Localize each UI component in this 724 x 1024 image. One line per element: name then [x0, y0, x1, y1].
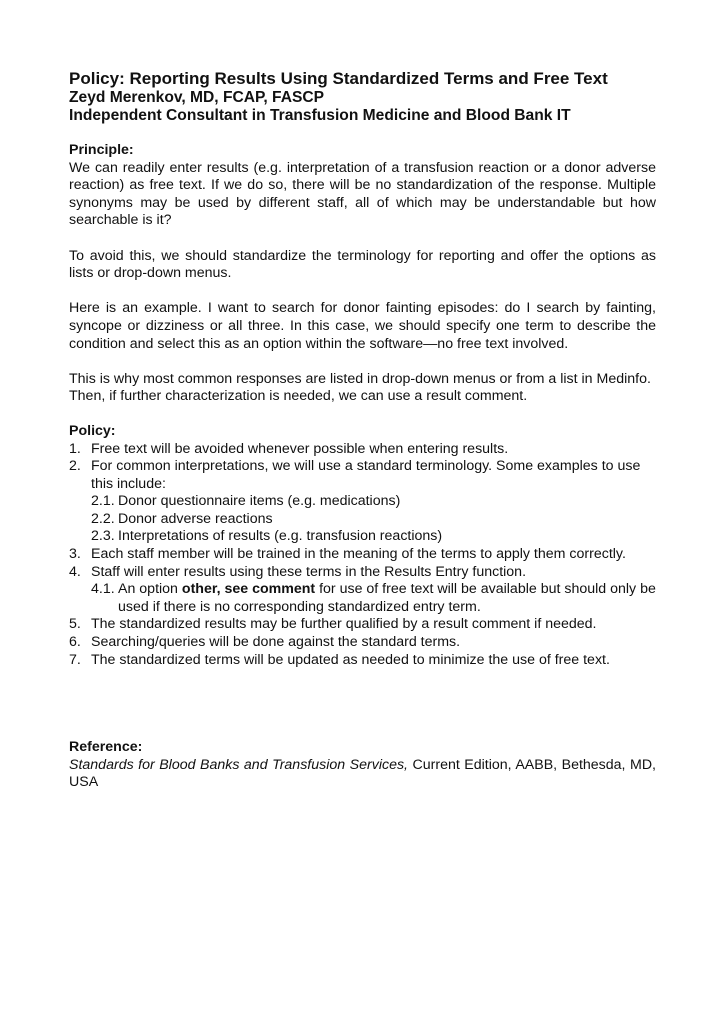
policy-subitem — [91, 581, 656, 616]
subitem-text: Donor adverse reactions — [118, 510, 273, 527]
policy-list — [69, 441, 656, 670]
subitem-number: 4.1. — [91, 581, 115, 598]
policy-sublist — [91, 493, 656, 546]
item-text: The standardized terms will be updated as needed to minimize the use of free text. — [91, 651, 610, 668]
item-text: For common interpretations, we will use a standard terminology. Some examples to use this include: — [91, 458, 641, 492]
subitem-number: 2.1. — [91, 493, 115, 510]
subitem-number: 2.3. — [91, 528, 115, 545]
policy-item — [69, 546, 656, 564]
reference-details: Current Edition, AABB, Bethesda, MD, USA — [69, 756, 657, 791]
principle-heading: Principle: — [69, 142, 134, 158]
reference-title: Standards for Blood Banks and Transfusion Services, — [69, 756, 408, 773]
affiliation-line: Independent Consultant in Transfusion Medicine and Blood Bank IT — [69, 107, 571, 124]
item-number: 4. — [69, 563, 81, 580]
policy-item — [69, 441, 656, 459]
policy-sublist — [91, 581, 656, 616]
reference-heading: Reference: — [69, 739, 143, 756]
policy-subitem — [91, 511, 656, 529]
reference-citation — [69, 757, 656, 792]
subitem-emphasis: other, see comment — [181, 581, 316, 598]
principle-paragraph-2: To avoid this, we should standardize the terminology for reporting and offer the options as lists or drop-down menus. — [69, 247, 656, 282]
principle-paragraph-3: Here is an example. I want to search for donor fainting episodes: do I search by fainting, syncope or dizziness or all three. In this case, we should specify one term to describe the condition and select this as an option within the software—no free text involved. — [69, 300, 656, 352]
author-line: Zeyd Merenkov, MD, FCAP, FASCP — [69, 89, 325, 106]
subitem-text: Donor questionnaire items (e.g. medications) — [118, 493, 401, 510]
item-text: Each staff member will be trained in the meaning of the terms to apply them correctly. — [91, 546, 626, 563]
document-page — [69, 69, 656, 792]
item-number: 6. — [69, 634, 81, 651]
subitem-text-pre: An option — [118, 581, 182, 598]
subitem-number: 2.2. — [91, 510, 115, 527]
item-text: Staff will enter results using these terms in the Results Entry function. — [91, 563, 527, 580]
policy-item — [69, 458, 656, 546]
item-text: Free text will be avoided whenever possible when entering results. — [91, 440, 509, 457]
policy-heading: Policy: — [69, 422, 116, 439]
subitem-text-post: for use of free text will be available but should only be used if there is no corresponding standardized entry term. — [118, 581, 656, 615]
item-text: Searching/queries will be done against the standard terms. — [91, 634, 461, 651]
item-number: 1. — [69, 440, 81, 457]
item-text: The standardized results may be further qualified by a result comment if needed. — [91, 616, 597, 633]
item-number: 2. — [69, 458, 81, 475]
policy-item — [69, 564, 656, 617]
document-title: Policy: Reporting Results Using Standardized Terms and Free Text — [69, 69, 608, 88]
policy-item — [69, 616, 656, 634]
item-number: 3. — [69, 546, 81, 563]
subitem-text: Interpretations of results (e.g. transfusion reactions) — [118, 528, 443, 545]
policy-subitem — [91, 493, 656, 511]
item-number: 5. — [69, 616, 81, 633]
policy-subitem — [91, 528, 656, 546]
policy-item — [69, 652, 656, 670]
principle-paragraph-1: We can readily enter results (e.g. interpretation of a transfusion reaction or a donor adverse reaction) as free text. If we do so, there will be no standardization of the response. Multiple synonyms may be used by different staff, all of which may be understandable but how searchable is it? — [69, 159, 656, 229]
principle-paragraph-4: This is why most common responses are listed in drop-down menus or from a list in Medinfo. Then, if further characterization is needed, we can use a result comment. — [69, 370, 651, 405]
item-number: 7. — [69, 651, 81, 668]
policy-item — [69, 634, 656, 652]
